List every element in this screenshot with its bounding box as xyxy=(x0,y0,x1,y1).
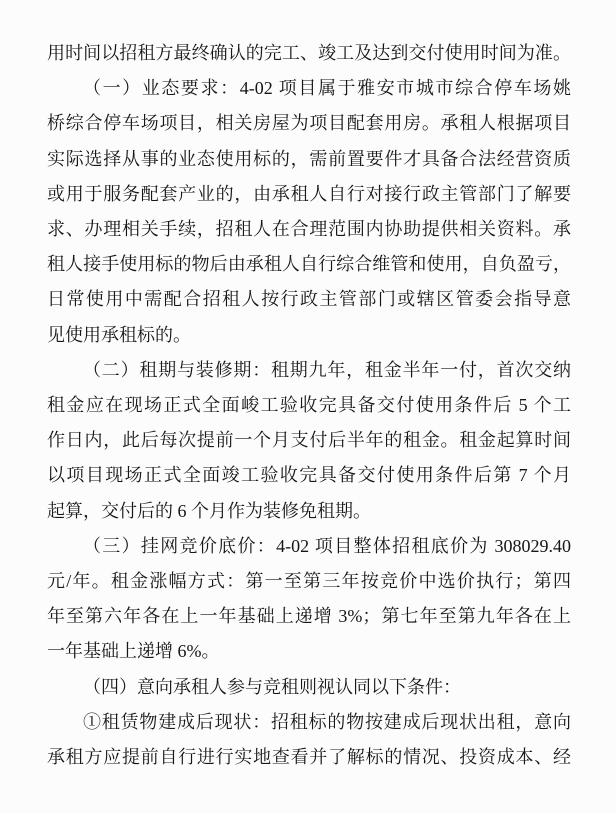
text-line-6: 求、办理相关手续，招租人在合理范围内协助提供相关资料。承 xyxy=(47,219,571,240)
text-line-3: 桥综合停车场项目，相关房屋为项目配套用房。承租人根据项目 xyxy=(47,113,571,134)
text-line-13: 以项目现场正式全面竣工验收完具备交付使用条件后第 7 个月 xyxy=(47,465,571,486)
document-text xyxy=(47,36,571,775)
text-line-21: 承租方应提前自行进行实地查看并了解标的情况、投资成本、经 xyxy=(47,747,571,768)
text-line-7: 租人接手使用标的物后由承租人自行综合维管和使用，自负盈亏， xyxy=(47,254,571,275)
text-line-14: 起算，交付后的 6 个月作为装修免租期。 xyxy=(47,500,371,521)
text-line-4: 实际选择从事的业态使用标的，需前置要件才具备合法经营资质 xyxy=(47,148,571,169)
text-line-11: 租金应在现场正式全面峻工验收完具备交付使用条件后 5 个工 xyxy=(47,395,571,416)
text-line-12: 作日内，此后每次提前一个月支付后半年的租金。租金起算时间 xyxy=(47,430,571,451)
text-line-16: 元/年。租金涨幅方式：第一至第三年按竞价中选价执行；第四 xyxy=(47,571,571,592)
text-line-5: 或用于服务配套产业的，由承租人自行对接行政主管部门了解要 xyxy=(47,183,571,204)
text-line-19: （四）意向承租人参与竞租则视认同以下条件： xyxy=(83,676,461,697)
text-line-20: ①租赁物建成后现状：招租标的物按建成后现状出租，意向 xyxy=(83,711,571,732)
text-line-2: （一）业态要求：4-02 项目属于雅安市城市综合停车场姚 xyxy=(83,78,571,99)
text-line-10: （二）租期与装修期：租期九年，租金半年一付，首次交纳 xyxy=(83,359,571,380)
text-line-17: 年至第六年各在上一年基础上递增 3%；第七年至第九年各在上 xyxy=(47,606,571,627)
text-line-9: 见使用承租标的。 xyxy=(47,324,191,345)
text-line-18: 一年基础上递增 6%。 xyxy=(47,641,220,662)
text-line-1: 用时间以招租方最终确认的完工、竣工及达到交付使用时间为准。 xyxy=(47,43,571,63)
text-line-8: 日常使用中需配合招租人按行政主管部门或辖区管委会指导意 xyxy=(47,289,571,310)
text-line-15: （三）挂网竞价底价：4-02 项目整体招租底价为 308029.40 xyxy=(83,535,571,556)
